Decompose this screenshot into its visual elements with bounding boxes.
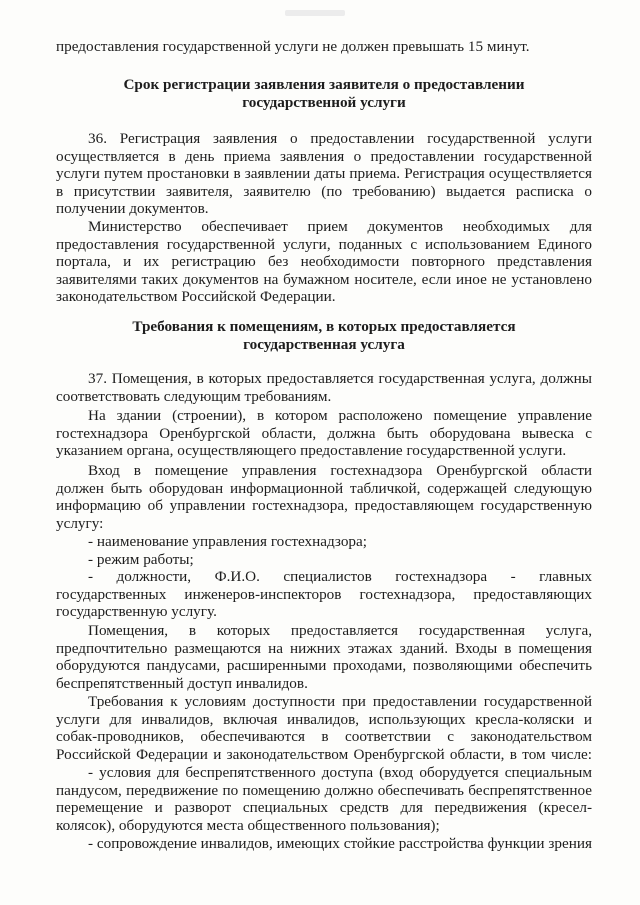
- list-item: - наименование управления гостехнадзора;: [88, 533, 367, 550]
- paragraph-escort: - сопровождение инвалидов, имеющих стойкие расстройства функции зрения: [88, 835, 592, 852]
- paragraph-building-sign: На здании (строении), в котором расположено помещение управление гостехнадзора Оренбургской области, должна быть оборудована вывеска с указанием органа, осуществляющего предоставление государственной услуги.: [56, 407, 592, 460]
- paragraph-37: 37. Помещения, в которых предоставляется государственная услуга, должны соответствовать следующим требованиям.: [56, 370, 592, 405]
- continuation-line: предоставления государственной услуги не должен превышать 15 минут.: [56, 38, 530, 55]
- paragraph-36: 36. Регистрация заявления о предоставлении государственной услуги осуществляется в день приема заявления о предоставлении государственной услуги путем простановки в заявлении даты приема. Регистрация осуществляется в присутствии заявителя, заявителю (по требованию) выдается расписка о получении документов.: [56, 130, 592, 218]
- paragraph-premises-location: Помещения, в которых предоставляется государственная услуга, предпочтительно размещаются на нижних этажах зданий. Входы в помещения оборудуются пандусами, расширенными проходами, позволяющими обеспечить беспрепятственный доступ инвалидов.: [56, 622, 592, 692]
- scan-artifact: [285, 10, 345, 16]
- paragraph-access-conditions: - условия для беспрепятственного доступа (вход оборудуется специальным пандусом, передвижение по помещению должно обеспечивать беспрепятственное перемещение и разворот специальных средств для передвижения (кресел- колясок), оборудуются места общественного пользования);: [56, 764, 592, 834]
- paragraph-ministry: Министерство обеспечивает прием документов необходимых для предоставления государственной услуги, поданных с использованием Единого портала, и их регистрацию без необходимости повторного представления заявителями таких документов на бумажном носителе, если иное не установлено законодательством Российской Федерации.: [56, 218, 592, 306]
- list-item-positions: - должности, Ф.И.О. специалистов гостехнадзора - главных государственных инженеров-инспекторов гостехнадзора, предоставляющих государственную услугу.: [56, 568, 592, 621]
- paragraph-accessibility-requirements: Требования к условиям доступности при предоставлении государственной услуги для инвалидов, включая инвалидов, использующих кресла-коляски и собак-проводников, обеспечиваются в соответствии с законодательством Российской Федерации и законодательством Оренбургской области, в том числе:: [56, 693, 592, 763]
- info-list: [56, 533, 592, 568]
- section-heading-registration: Срок регистрации заявления заявителя о предоставлении государственной услуги: [123, 76, 525, 111]
- paragraph-entrance: Вход в помещение управления гостехнадзора Оренбургской области должен быть оборудован информационной табличкой, содержащей следующую информацию об управлении гостехнадзора, предоставляющем государственную услугу:: [56, 462, 592, 532]
- section-heading-premises: Требования к помещениям, в которых предоставляется государственная услуга: [132, 318, 516, 353]
- list-item: - режим работы;: [88, 550, 194, 568]
